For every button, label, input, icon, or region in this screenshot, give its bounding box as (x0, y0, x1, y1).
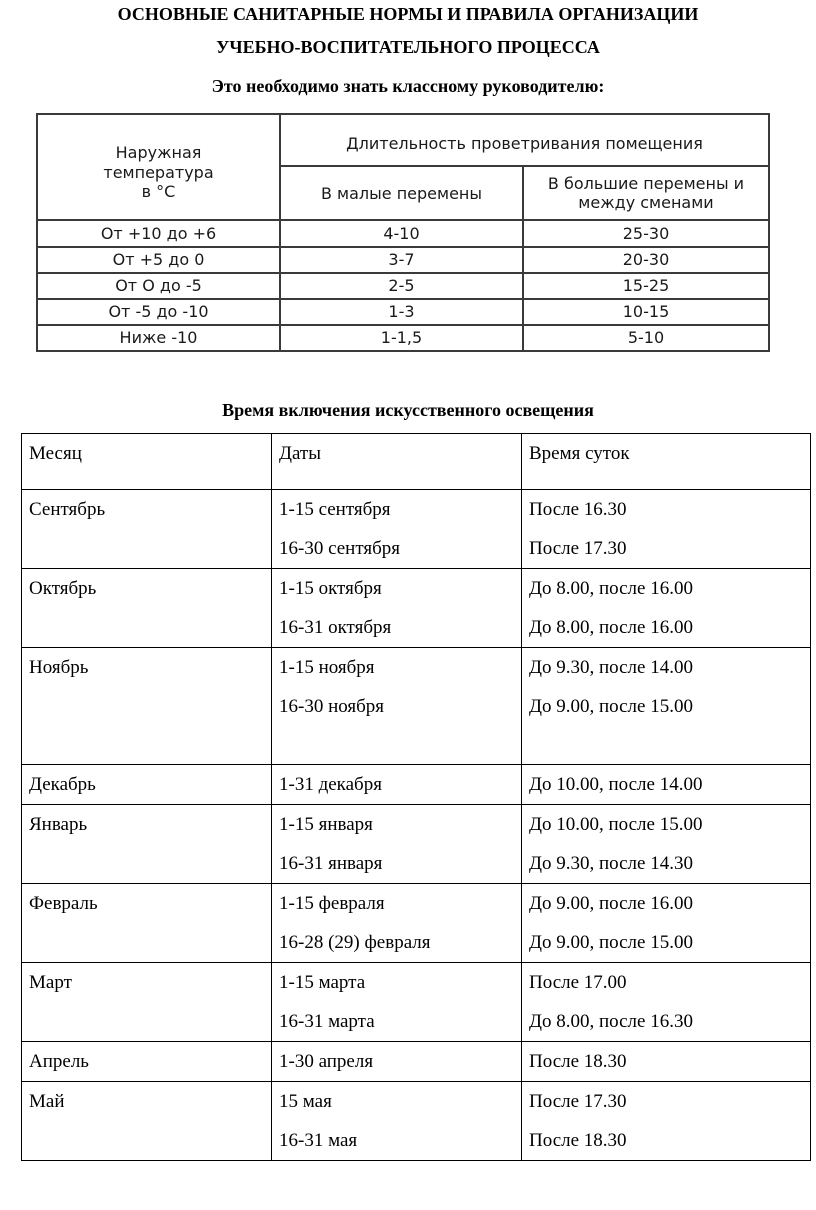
lighting-table (21, 433, 811, 1161)
cell-month: Октябрь (22, 569, 272, 648)
cell-temperature: От +5 до 0 (37, 247, 280, 273)
date-line: 15 мая (279, 1091, 332, 1112)
ventilation-row (37, 299, 769, 325)
cell-small-break: 1-1,5 (280, 325, 523, 351)
date-line: 16-31 мая (279, 1130, 358, 1151)
date-line: 1-15 октября (279, 578, 382, 599)
time-line: До 9.30, после 14.30 (529, 853, 693, 874)
header-outdoor-temperature: Наружная температура в °C (37, 114, 280, 220)
lighting-header-row (22, 434, 811, 490)
cell-time (522, 648, 811, 765)
time-line: После 18.30 (529, 1051, 627, 1072)
lighting-title: Время включения искусственного освещения (222, 400, 594, 420)
cell-temperature: От О до -5 (37, 273, 280, 299)
cell-month: Январь (22, 805, 272, 884)
cell-month: Февраль (22, 884, 272, 963)
cell-large-break: 20-30 (523, 247, 769, 273)
time-line: До 8.00, после 16.00 (529, 617, 693, 638)
cell-month: Март (22, 963, 272, 1042)
cell-time (522, 963, 811, 1042)
cell-time (522, 1042, 811, 1082)
cell-dates (272, 963, 522, 1042)
time-line: До 10.00, после 15.00 (529, 814, 703, 835)
lighting-row (22, 805, 811, 884)
cell-month: Сентябрь (22, 490, 272, 569)
header-ventilation-duration: Длительность проветривания помещения (280, 114, 769, 166)
lighting-row (22, 963, 811, 1042)
cell-temperature: От +10 до +6 (37, 220, 280, 246)
time-line: До 10.00, после 14.00 (529, 774, 703, 795)
header-large-breaks: В большие перемены и между сменами (523, 166, 769, 220)
cell-dates (272, 765, 522, 805)
cell-time (522, 805, 811, 884)
date-line: 1-15 ноября (279, 657, 375, 678)
cell-small-break: 3-7 (280, 247, 523, 273)
cell-dates (272, 490, 522, 569)
cell-dates (272, 1082, 522, 1161)
cell-large-break: 25-30 (523, 220, 769, 246)
cell-time (522, 1082, 811, 1161)
date-line: 16-28 (29) февраля (279, 932, 431, 953)
date-line: 1-15 марта (279, 972, 366, 993)
ventilation-table (36, 113, 770, 352)
ventilation-row (37, 220, 769, 246)
lighting-row (22, 648, 811, 765)
header-month: Месяц (22, 434, 272, 490)
date-line: 1-31 декабря (279, 774, 382, 795)
cell-time (522, 569, 811, 648)
cell-dates (272, 569, 522, 648)
cell-small-break: 2-5 (280, 273, 523, 299)
lighting-row (22, 1082, 811, 1161)
time-line: После 18.30 (529, 1130, 627, 1151)
cell-dates (272, 805, 522, 884)
cell-small-break: 1-3 (280, 299, 523, 325)
header-small-breaks: В малые перемены (280, 166, 523, 220)
cell-dates (272, 648, 522, 765)
date-line: 16-31 октября (279, 617, 392, 638)
cell-dates (272, 1042, 522, 1082)
date-line: 1-15 сентября (279, 499, 391, 520)
cell-month: Апрель (22, 1042, 272, 1082)
ventilation-row (37, 273, 769, 299)
date-line: 1-15 февраля (279, 893, 385, 914)
time-line: После 17.00 (529, 972, 627, 993)
time-line: После 17.30 (529, 538, 627, 559)
time-line: До 9.00, после 16.00 (529, 893, 693, 914)
cell-time (522, 490, 811, 569)
lighting-row (22, 1042, 811, 1082)
lighting-row (22, 765, 811, 805)
time-line: До 9.00, после 15.00 (529, 696, 693, 717)
header-dates: Даты (272, 434, 522, 490)
time-line: До 8.00, после 16.00 (529, 578, 693, 599)
cell-large-break: 10-15 (523, 299, 769, 325)
cell-large-break: 5-10 (523, 325, 769, 351)
cell-large-break: 15-25 (523, 273, 769, 299)
time-line: До 9.00, после 15.00 (529, 932, 693, 953)
cell-month: Май (22, 1082, 272, 1161)
cell-dates (272, 884, 522, 963)
document-title-line2: УЧЕБНО-ВОСПИТАТЕЛЬНОГО ПРОЦЕССА (216, 37, 600, 57)
lighting-row (22, 884, 811, 963)
date-line: 1-15 января (279, 814, 373, 835)
cell-month: Ноябрь (22, 648, 272, 765)
cell-temperature: Ниже -10 (37, 325, 280, 351)
lighting-row (22, 490, 811, 569)
date-line: 16-31 марта (279, 1011, 375, 1032)
date-line: 1-30 апреля (279, 1051, 374, 1072)
cell-month: Декабрь (22, 765, 272, 805)
cell-time (522, 765, 811, 805)
document-subtitle: Это необходимо знать классному руководителю: (211, 76, 605, 96)
cell-small-break: 4-10 (280, 220, 523, 246)
cell-time (522, 884, 811, 963)
ventilation-row (37, 247, 769, 273)
cell-temperature: От -5 до -10 (37, 299, 280, 325)
ventilation-row (37, 325, 769, 351)
time-line: До 9.30, после 14.00 (529, 657, 693, 678)
document-title-line1: ОСНОВНЫЕ САНИТАРНЫЕ НОРМЫ И ПРАВИЛА ОРГАНИЗАЦИИ (117, 4, 699, 24)
date-line: 16-30 сентября (279, 538, 401, 559)
time-line: После 17.30 (529, 1091, 627, 1112)
date-line: 16-31 января (279, 853, 383, 874)
header-time-of-day: Время суток (522, 434, 811, 490)
time-line: После 16.30 (529, 499, 627, 520)
time-line: До 8.00, после 16.30 (529, 1011, 693, 1032)
lighting-row (22, 569, 811, 648)
date-line: 16-30 ноября (279, 696, 385, 717)
